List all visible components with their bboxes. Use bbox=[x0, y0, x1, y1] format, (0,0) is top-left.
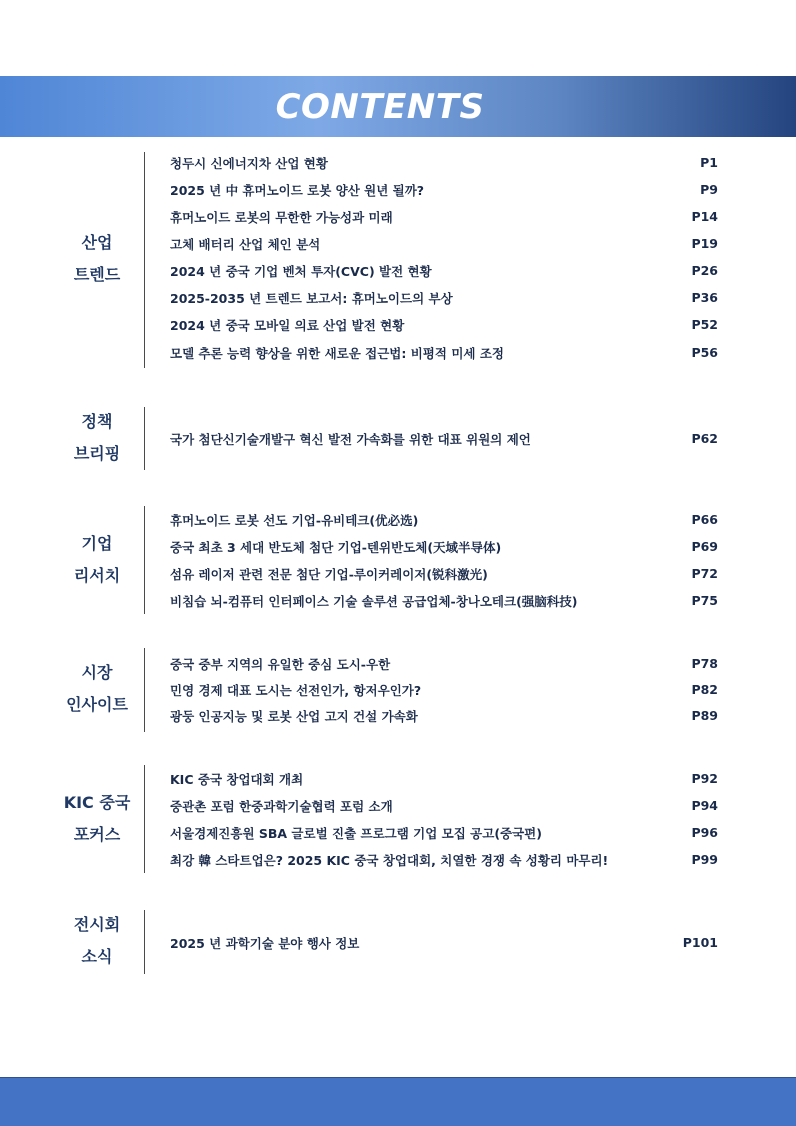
toc-entry-page: P72 bbox=[691, 566, 718, 581]
category-line-1: 기업 bbox=[81, 534, 113, 553]
category-label bbox=[52, 406, 142, 470]
toc-entry[interactable] bbox=[170, 149, 718, 176]
toc-entry-title: 2025 년 中 휴머노이드 로봇 양산 원년 될까? bbox=[170, 182, 425, 198]
toc-entry-page: P36 bbox=[691, 290, 718, 305]
toc-entry[interactable] bbox=[170, 819, 718, 846]
toc-entry-title: 섬유 레이저 관련 전문 첨단 기업-루이커레이저(锐科激光) bbox=[170, 566, 488, 582]
category-line-2: 인사이트 bbox=[66, 695, 128, 714]
category-line-2: 소식 bbox=[81, 947, 113, 966]
toc-entry[interactable] bbox=[170, 425, 718, 452]
category-line-1: 전시회 bbox=[73, 915, 121, 934]
section-divider bbox=[144, 506, 145, 614]
toc-entry[interactable] bbox=[170, 846, 718, 873]
toc-entry-title: 중국 중부 지역의 유일한 중심 도시-우한 bbox=[170, 656, 391, 672]
toc-entry[interactable] bbox=[170, 257, 718, 284]
toc-entry-title: 민영 경제 대표 도시는 선전인가, 항저우인가? bbox=[170, 682, 422, 698]
toc-entry[interactable] bbox=[170, 560, 718, 587]
toc-entry[interactable] bbox=[170, 339, 718, 366]
toc-entry-page: P89 bbox=[691, 708, 718, 723]
toc-entry-page: P56 bbox=[691, 345, 718, 360]
toc-entry[interactable] bbox=[170, 792, 718, 819]
category-line-1: 정책 bbox=[81, 412, 113, 431]
toc-entry[interactable] bbox=[170, 676, 718, 703]
toc-entry-page: P69 bbox=[691, 539, 718, 554]
toc-entry-title: 중관촌 포럼 한중과학기술협력 포럼 소개 bbox=[170, 798, 393, 814]
toc-entry-title: 국가 첨단신기술개발구 혁신 발전 가속화를 위한 대표 위원의 제언 bbox=[170, 431, 531, 447]
toc-entry-title: 모델 추론 능력 향상을 위한 새로운 접근법: 비평적 미세 조정 bbox=[170, 345, 504, 361]
toc-entry-page: P1 bbox=[700, 155, 718, 170]
toc-entry-page: P75 bbox=[691, 593, 718, 608]
category-line-2: 트렌드 bbox=[73, 265, 121, 284]
toc-entry-title: 고체 배터리 산업 체인 분석 bbox=[170, 236, 321, 252]
toc-entry-page: P62 bbox=[691, 431, 718, 446]
toc-entry-title: 최강 韓 스타트업은? 2025 KIC 중국 창업대회, 치열한 경쟁 속 성황리 마무리! bbox=[170, 852, 609, 868]
toc-entry[interactable] bbox=[170, 230, 718, 257]
toc-entry-page: P101 bbox=[682, 935, 718, 950]
toc-entry-page: P52 bbox=[691, 317, 718, 332]
toc-entry-page: P66 bbox=[691, 512, 718, 527]
footer-bar bbox=[0, 1077, 796, 1126]
category-label bbox=[52, 657, 142, 721]
toc-entry[interactable] bbox=[170, 203, 718, 230]
toc-entry[interactable] bbox=[170, 587, 718, 614]
toc-entry-page: P82 bbox=[691, 682, 718, 697]
toc-entry-title: 중국 최초 3 세대 반도체 첨단 기업-텐위반도체(天域半导体) bbox=[170, 539, 502, 555]
toc-entry-page: P78 bbox=[691, 656, 718, 671]
section-divider bbox=[144, 648, 145, 732]
section-divider bbox=[144, 152, 145, 368]
page-title: CONTENTS bbox=[275, 86, 485, 127]
toc-entry-title: KIC 중국 창업대회 개최 bbox=[170, 771, 304, 787]
toc-entry-title: 2025-2035 년 트렌드 보고서: 휴머노이드의 부상 bbox=[170, 290, 453, 306]
toc-entry-title: 휴머노이드 로봇 선도 기업-유비테크(优必选) bbox=[170, 512, 419, 528]
toc-entry[interactable] bbox=[170, 702, 718, 729]
toc-entry-page: P94 bbox=[691, 798, 718, 813]
toc-entry-page: P99 bbox=[691, 852, 718, 867]
toc-entry-page: P14 bbox=[691, 209, 718, 224]
toc-entry[interactable] bbox=[170, 311, 718, 338]
category-label bbox=[52, 909, 142, 973]
toc-entry[interactable] bbox=[170, 533, 718, 560]
category-line-1: 산업 bbox=[81, 233, 113, 252]
category-label bbox=[52, 787, 142, 851]
toc-entry-title: 2024 년 중국 기업 벤처 투자(CVC) 발전 현황 bbox=[170, 263, 432, 279]
category-label bbox=[52, 528, 142, 592]
toc-entry[interactable] bbox=[170, 284, 718, 311]
toc-entry[interactable] bbox=[170, 506, 718, 533]
toc-entry-title: 광둥 인공지능 및 로봇 산업 고지 건설 가속화 bbox=[170, 708, 418, 724]
toc-entry-page: P9 bbox=[700, 182, 718, 197]
toc-entry-title: 서울경제진흥원 SBA 글로벌 진출 프로그램 기업 모집 공고(중국편) bbox=[170, 825, 542, 841]
toc-entry[interactable] bbox=[170, 929, 718, 956]
toc-entry-title: 휴머노이드 로봇의 무한한 가능성과 미래 bbox=[170, 209, 393, 225]
category-line-2: 리서치 bbox=[73, 566, 121, 585]
toc-entry-page: P19 bbox=[691, 236, 718, 251]
toc-entry-title: 2024 년 중국 모바일 의료 산업 발전 현황 bbox=[170, 317, 405, 333]
category-label bbox=[52, 227, 142, 291]
section-divider bbox=[144, 765, 145, 873]
category-line-1: 시장 bbox=[81, 663, 113, 682]
toc-entry-page: P92 bbox=[691, 771, 718, 786]
toc-entry-title: 비침습 뇌-컴퓨터 인터페이스 기술 솔루션 공급업체-창나오테크(强脑科技) bbox=[170, 593, 578, 609]
toc-entry-page: P96 bbox=[691, 825, 718, 840]
section-divider bbox=[144, 910, 145, 974]
toc-entry[interactable] bbox=[170, 765, 718, 792]
category-line-1: KIC 중국 bbox=[63, 793, 131, 812]
category-line-2: 브리핑 bbox=[73, 444, 121, 463]
section-divider bbox=[144, 407, 145, 470]
category-line-2: 포커스 bbox=[73, 825, 121, 844]
toc-entry-page: P26 bbox=[691, 263, 718, 278]
toc-entry[interactable] bbox=[170, 176, 718, 203]
toc-entry[interactable] bbox=[170, 650, 718, 677]
contents-header-banner bbox=[0, 76, 796, 137]
toc-entry-title: 2025 년 과학기술 분야 행사 정보 bbox=[170, 935, 360, 951]
toc-entry-title: 청두시 신에너지차 산업 현황 bbox=[170, 155, 328, 171]
